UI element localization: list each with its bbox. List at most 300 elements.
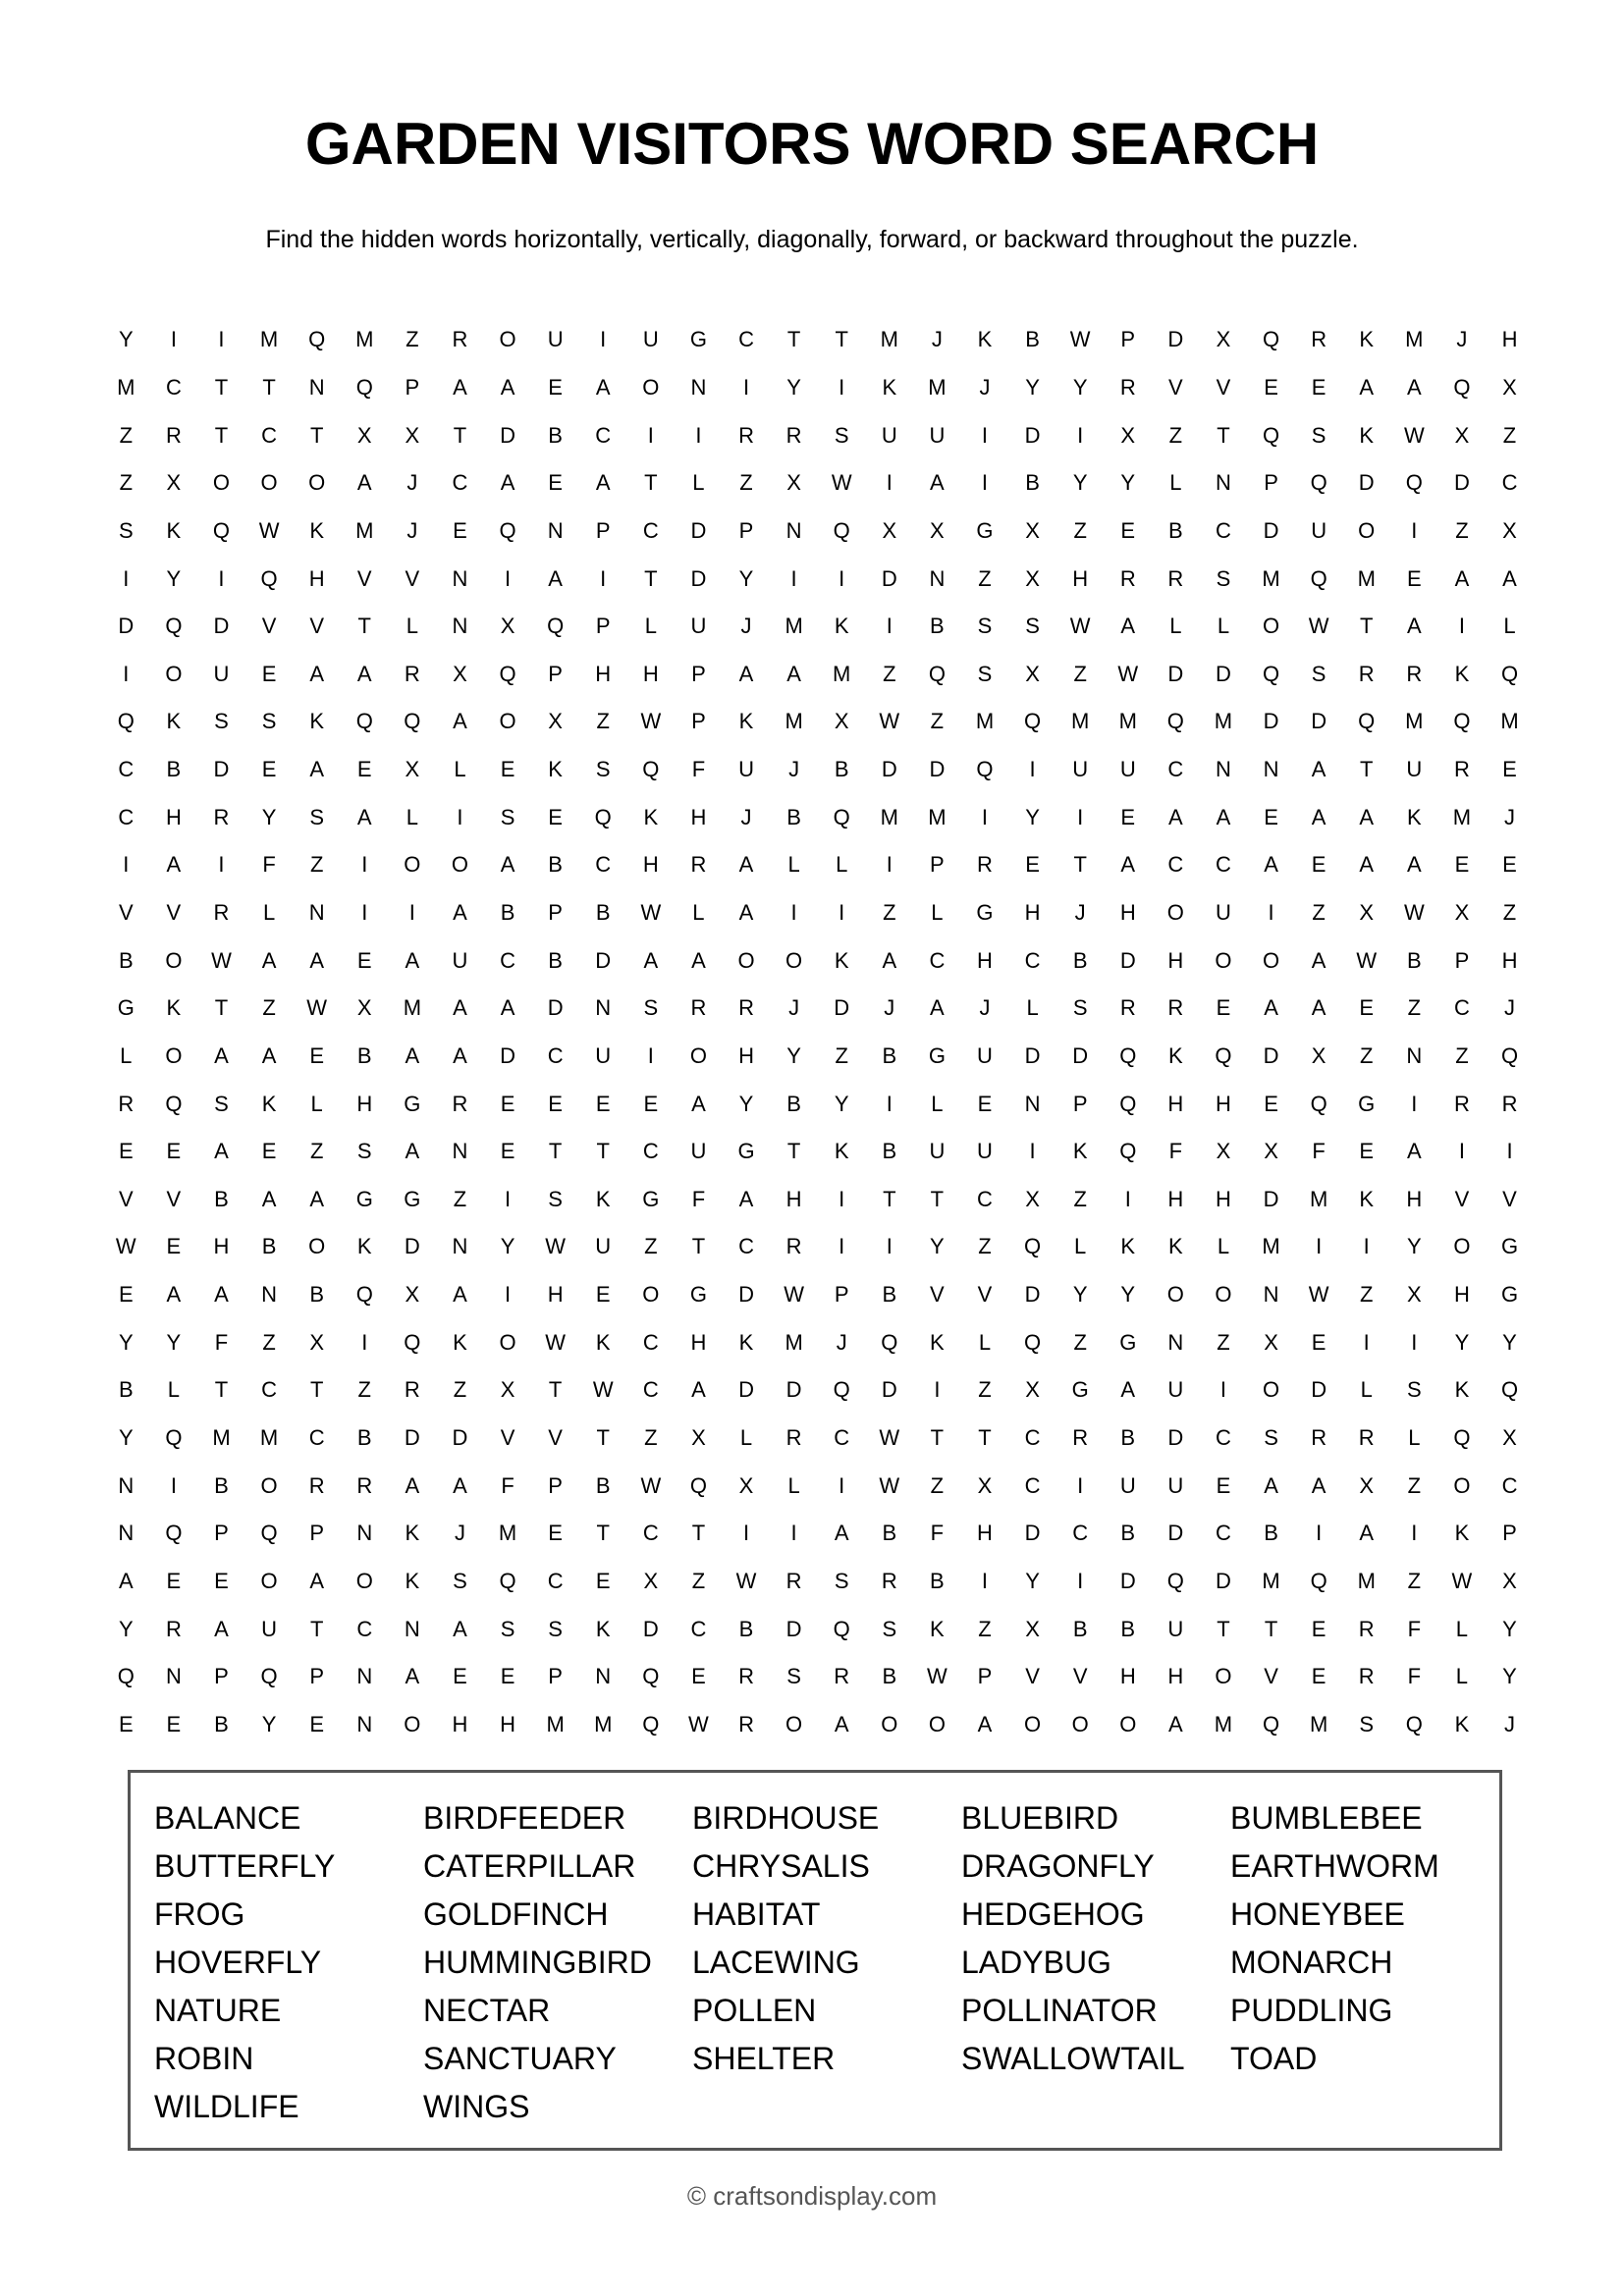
- grid-cell[interactable]: A: [691, 1091, 706, 1116]
- grid-cell[interactable]: Q: [1024, 1234, 1042, 1259]
- grid-cell[interactable]: M: [259, 1425, 279, 1451]
- grid-cell[interactable]: E: [118, 1282, 134, 1308]
- grid-cell[interactable]: D: [1216, 1568, 1231, 1593]
- grid-cell[interactable]: R: [1358, 1616, 1375, 1641]
- grid-cell[interactable]: B: [882, 1139, 897, 1164]
- grid-cell[interactable]: V: [1168, 374, 1183, 400]
- grid-cell[interactable]: Z: [930, 709, 945, 734]
- grid-cell[interactable]: C: [308, 1425, 325, 1451]
- grid-cell[interactable]: O: [642, 1282, 660, 1308]
- grid-cell[interactable]: Y: [1072, 470, 1088, 496]
- grid-cell[interactable]: X: [1120, 422, 1136, 448]
- grid-cell[interactable]: Q: [833, 1616, 850, 1641]
- grid-cell[interactable]: A: [548, 565, 563, 591]
- grid-cell[interactable]: I: [839, 1472, 845, 1498]
- grid-cell[interactable]: D: [881, 757, 897, 782]
- grid-cell[interactable]: E: [500, 757, 515, 782]
- grid-cell[interactable]: E: [548, 804, 563, 829]
- grid-cell[interactable]: X: [977, 1472, 993, 1498]
- grid-cell[interactable]: A: [595, 470, 611, 496]
- grid-cell[interactable]: O: [404, 1711, 421, 1736]
- grid-cell[interactable]: B: [882, 1664, 897, 1689]
- grid-cell[interactable]: C: [356, 1616, 373, 1641]
- grid-cell[interactable]: N: [356, 1711, 373, 1736]
- grid-cell[interactable]: M: [355, 517, 374, 543]
- grid-cell[interactable]: M: [1118, 709, 1137, 734]
- grid-cell[interactable]: N: [785, 517, 802, 543]
- grid-cell[interactable]: E: [1359, 1139, 1375, 1164]
- grid-cell[interactable]: Z: [978, 1377, 992, 1403]
- grid-cell[interactable]: G: [404, 1091, 421, 1116]
- grid-cell[interactable]: C: [929, 947, 946, 973]
- grid-cell[interactable]: Q: [928, 661, 946, 686]
- grid-cell[interactable]: T: [1360, 614, 1374, 639]
- grid-cell[interactable]: M: [498, 1521, 517, 1546]
- grid-cell[interactable]: O: [1119, 1711, 1137, 1736]
- grid-cell[interactable]: I: [981, 1568, 989, 1593]
- grid-cell[interactable]: R: [1501, 1091, 1518, 1116]
- grid-cell[interactable]: R: [452, 1091, 468, 1116]
- grid-cell[interactable]: I: [647, 1042, 654, 1068]
- grid-cell[interactable]: K: [166, 517, 182, 543]
- grid-cell[interactable]: A: [786, 661, 801, 686]
- grid-cell[interactable]: R: [785, 1568, 802, 1593]
- grid-cell[interactable]: A: [1406, 614, 1422, 639]
- grid-cell[interactable]: O: [785, 947, 803, 973]
- grid-cell[interactable]: A: [1264, 1472, 1278, 1498]
- grid-cell[interactable]: B: [548, 422, 563, 448]
- grid-cell[interactable]: D: [452, 1425, 468, 1451]
- grid-cell[interactable]: D: [1024, 422, 1041, 448]
- grid-cell[interactable]: A: [1216, 804, 1231, 829]
- grid-cell[interactable]: I: [886, 470, 893, 496]
- grid-cell[interactable]: A: [1406, 852, 1422, 878]
- grid-cell[interactable]: R: [1358, 1664, 1375, 1689]
- grid-cell[interactable]: C: [1216, 1425, 1231, 1451]
- grid-cell[interactable]: O: [737, 947, 755, 973]
- grid-cell[interactable]: T: [309, 1616, 324, 1641]
- grid-cell[interactable]: U: [261, 1616, 278, 1641]
- grid-cell[interactable]: E: [1311, 374, 1326, 400]
- grid-cell[interactable]: Q: [976, 757, 994, 782]
- grid-cell[interactable]: I: [361, 852, 368, 878]
- grid-cell[interactable]: E: [595, 1091, 611, 1116]
- grid-cell[interactable]: Q: [1166, 1568, 1184, 1593]
- grid-cell[interactable]: F: [1312, 1139, 1326, 1164]
- grid-cell[interactable]: I: [600, 327, 607, 352]
- grid-cell[interactable]: R: [1453, 1091, 1470, 1116]
- grid-cell[interactable]: I: [504, 1186, 512, 1211]
- grid-cell[interactable]: B: [1168, 517, 1183, 543]
- grid-cell[interactable]: U: [213, 661, 230, 686]
- grid-cell[interactable]: R: [738, 1711, 754, 1736]
- grid-cell[interactable]: A: [166, 1282, 182, 1308]
- grid-cell[interactable]: F: [1407, 1616, 1422, 1641]
- grid-cell[interactable]: R: [1119, 565, 1136, 591]
- grid-cell[interactable]: O: [165, 947, 183, 973]
- grid-cell[interactable]: E: [118, 1139, 134, 1164]
- grid-cell[interactable]: C: [642, 1521, 659, 1546]
- grid-cell[interactable]: U: [1311, 517, 1327, 543]
- grid-cell[interactable]: W: [831, 470, 852, 496]
- grid-cell[interactable]: V: [166, 1186, 182, 1211]
- grid-cell[interactable]: Z: [883, 900, 896, 925]
- grid-cell[interactable]: X: [1025, 661, 1040, 686]
- grid-cell[interactable]: H: [1216, 1091, 1231, 1116]
- grid-cell[interactable]: X: [834, 709, 849, 734]
- grid-cell[interactable]: T: [262, 374, 276, 400]
- grid-cell[interactable]: R: [1167, 565, 1184, 591]
- grid-cell[interactable]: E: [166, 1711, 182, 1736]
- grid-cell[interactable]: W: [927, 1664, 947, 1689]
- grid-cell[interactable]: Q: [642, 757, 660, 782]
- grid-cell[interactable]: D: [547, 995, 564, 1021]
- grid-cell[interactable]: K: [1359, 1186, 1375, 1211]
- grid-cell[interactable]: N: [308, 374, 325, 400]
- grid-cell[interactable]: B: [738, 1616, 754, 1641]
- grid-cell[interactable]: R: [356, 1472, 373, 1498]
- grid-cell[interactable]: O: [1215, 1664, 1232, 1689]
- grid-cell[interactable]: M: [1214, 1711, 1233, 1736]
- grid-cell[interactable]: X: [1025, 1377, 1040, 1403]
- grid-cell[interactable]: A: [405, 1042, 420, 1068]
- grid-cell[interactable]: W: [784, 1282, 804, 1308]
- grid-cell[interactable]: D: [1358, 470, 1375, 496]
- grid-cell[interactable]: R: [1453, 757, 1470, 782]
- grid-cell[interactable]: J: [740, 804, 752, 829]
- grid-cell[interactable]: M: [117, 374, 135, 400]
- grid-cell[interactable]: I: [1077, 422, 1084, 448]
- grid-cell[interactable]: Z: [835, 1042, 848, 1068]
- grid-cell[interactable]: Y: [1406, 1234, 1422, 1259]
- grid-cell[interactable]: C: [1216, 852, 1231, 878]
- grid-cell[interactable]: V: [261, 614, 277, 639]
- grid-cell[interactable]: A: [453, 709, 467, 734]
- grid-cell[interactable]: L: [1408, 1425, 1421, 1451]
- grid-cell[interactable]: F: [691, 1186, 706, 1211]
- grid-cell[interactable]: Q: [404, 709, 421, 734]
- grid-cell[interactable]: H: [356, 1091, 373, 1116]
- grid-cell[interactable]: D: [118, 614, 135, 639]
- grid-cell[interactable]: J: [788, 757, 800, 782]
- grid-cell[interactable]: I: [1077, 1472, 1084, 1498]
- grid-cell[interactable]: M: [975, 709, 995, 734]
- grid-cell[interactable]: N: [118, 1521, 135, 1546]
- grid-cell[interactable]: E: [977, 1091, 993, 1116]
- grid-cell[interactable]: I: [1077, 1568, 1084, 1593]
- grid-cell[interactable]: U: [738, 757, 754, 782]
- grid-cell[interactable]: Q: [260, 1664, 278, 1689]
- grid-cell[interactable]: A: [1264, 995, 1278, 1021]
- grid-cell[interactable]: Y: [786, 374, 801, 400]
- grid-cell[interactable]: O: [212, 470, 231, 496]
- grid-cell[interactable]: I: [1029, 1139, 1036, 1164]
- grid-cell[interactable]: K: [166, 709, 182, 734]
- grid-cell[interactable]: I: [1506, 1139, 1513, 1164]
- grid-cell[interactable]: D: [1024, 1521, 1041, 1546]
- grid-cell[interactable]: E: [261, 661, 277, 686]
- grid-cell[interactable]: B: [1406, 947, 1422, 973]
- grid-cell[interactable]: R: [1406, 661, 1423, 686]
- grid-cell[interactable]: T: [786, 327, 801, 352]
- grid-cell[interactable]: J: [740, 614, 752, 639]
- grid-cell[interactable]: Z: [596, 709, 610, 734]
- grid-cell[interactable]: W: [879, 1425, 900, 1451]
- grid-cell[interactable]: E: [118, 1711, 134, 1736]
- grid-cell[interactable]: H: [452, 1711, 468, 1736]
- grid-cell[interactable]: Q: [404, 1329, 421, 1355]
- grid-cell[interactable]: M: [1262, 565, 1280, 591]
- grid-cell[interactable]: S: [595, 757, 611, 782]
- grid-cell[interactable]: O: [499, 709, 516, 734]
- grid-cell[interactable]: A: [1264, 852, 1278, 878]
- grid-cell[interactable]: B: [882, 1042, 897, 1068]
- grid-cell[interactable]: Q: [260, 1521, 278, 1546]
- grid-cell[interactable]: W: [211, 947, 232, 973]
- grid-cell[interactable]: Z: [1073, 1186, 1087, 1211]
- grid-cell[interactable]: Z: [644, 1425, 658, 1451]
- grid-cell[interactable]: U: [1167, 1472, 1184, 1498]
- grid-cell[interactable]: A: [1311, 804, 1326, 829]
- grid-cell[interactable]: Z: [644, 1234, 658, 1259]
- grid-cell[interactable]: E: [1359, 995, 1375, 1021]
- grid-cell[interactable]: A: [500, 852, 515, 878]
- grid-cell[interactable]: S: [977, 661, 993, 686]
- grid-cell[interactable]: A: [930, 470, 945, 496]
- grid-cell[interactable]: X: [691, 1425, 706, 1451]
- grid-cell[interactable]: Q: [1119, 1139, 1137, 1164]
- grid-cell[interactable]: V: [930, 1282, 945, 1308]
- grid-cell[interactable]: H: [1119, 900, 1136, 925]
- grid-cell[interactable]: P: [595, 614, 611, 639]
- grid-cell[interactable]: I: [839, 565, 845, 591]
- grid-cell[interactable]: D: [1311, 709, 1327, 734]
- grid-cell[interactable]: X: [1264, 1139, 1278, 1164]
- grid-cell[interactable]: I: [839, 900, 845, 925]
- grid-cell[interactable]: G: [117, 995, 135, 1021]
- grid-cell[interactable]: A: [930, 995, 945, 1021]
- grid-cell[interactable]: U: [881, 422, 897, 448]
- grid-cell[interactable]: Y: [118, 327, 134, 352]
- grid-cell[interactable]: U: [595, 1042, 612, 1068]
- grid-cell[interactable]: N: [165, 1664, 182, 1689]
- grid-cell[interactable]: S: [643, 995, 659, 1021]
- grid-cell[interactable]: C: [977, 1186, 993, 1211]
- grid-cell[interactable]: T: [214, 422, 229, 448]
- grid-cell[interactable]: M: [1214, 709, 1233, 734]
- grid-cell[interactable]: I: [1411, 517, 1418, 543]
- grid-cell[interactable]: E: [166, 1568, 182, 1593]
- grid-cell[interactable]: A: [882, 947, 897, 973]
- grid-cell[interactable]: X: [356, 422, 372, 448]
- grid-cell[interactable]: C: [261, 1377, 278, 1403]
- grid-cell[interactable]: W: [1403, 422, 1425, 448]
- grid-cell[interactable]: I: [408, 900, 415, 925]
- grid-cell[interactable]: N: [261, 1282, 278, 1308]
- grid-cell[interactable]: P: [1502, 1521, 1517, 1546]
- grid-cell[interactable]: T: [309, 422, 324, 448]
- grid-cell[interactable]: V: [1264, 1664, 1278, 1689]
- grid-cell[interactable]: Y: [1120, 470, 1136, 496]
- grid-cell[interactable]: T: [309, 1377, 324, 1403]
- grid-cell[interactable]: O: [1215, 947, 1232, 973]
- grid-cell[interactable]: D: [213, 757, 230, 782]
- grid-cell[interactable]: R: [785, 1425, 802, 1451]
- grid-cell[interactable]: S: [500, 804, 515, 829]
- grid-cell[interactable]: A: [214, 1042, 229, 1068]
- grid-cell[interactable]: K: [1120, 1234, 1136, 1259]
- grid-cell[interactable]: K: [309, 517, 325, 543]
- grid-cell[interactable]: X: [1454, 900, 1470, 925]
- grid-cell[interactable]: Y: [118, 1329, 134, 1355]
- grid-cell[interactable]: R: [404, 661, 420, 686]
- grid-cell[interactable]: Q: [308, 327, 326, 352]
- grid-cell[interactable]: M: [1405, 709, 1424, 734]
- grid-cell[interactable]: I: [742, 374, 750, 400]
- grid-cell[interactable]: J: [454, 1521, 465, 1546]
- grid-cell[interactable]: O: [1166, 900, 1184, 925]
- grid-cell[interactable]: W: [306, 995, 328, 1021]
- grid-cell[interactable]: P: [595, 517, 611, 543]
- grid-cell[interactable]: X: [453, 661, 467, 686]
- grid-cell[interactable]: F: [501, 1472, 514, 1498]
- grid-cell[interactable]: I: [457, 804, 463, 829]
- grid-cell[interactable]: M: [355, 327, 374, 352]
- grid-cell[interactable]: I: [1268, 900, 1274, 925]
- grid-cell[interactable]: S: [1311, 422, 1326, 448]
- grid-cell[interactable]: O: [260, 470, 278, 496]
- grid-cell[interactable]: K: [1454, 1711, 1470, 1736]
- grid-cell[interactable]: Z: [739, 470, 753, 496]
- grid-cell[interactable]: A: [453, 1616, 467, 1641]
- grid-cell[interactable]: A: [1120, 1377, 1136, 1403]
- grid-cell[interactable]: I: [839, 374, 845, 400]
- grid-cell[interactable]: A: [500, 995, 515, 1021]
- grid-cell[interactable]: V: [118, 900, 134, 925]
- grid-cell[interactable]: O: [1262, 614, 1280, 639]
- grid-cell[interactable]: W: [1451, 1568, 1473, 1593]
- grid-cell[interactable]: V: [309, 614, 325, 639]
- grid-cell[interactable]: M: [880, 327, 898, 352]
- grid-cell[interactable]: C: [738, 1234, 754, 1259]
- grid-cell[interactable]: A: [309, 757, 325, 782]
- grid-cell[interactable]: I: [1029, 757, 1036, 782]
- grid-cell[interactable]: R: [1119, 374, 1136, 400]
- grid-cell[interactable]: Q: [165, 614, 183, 639]
- grid-cell[interactable]: L: [978, 1329, 992, 1355]
- grid-cell[interactable]: R: [1119, 995, 1136, 1021]
- grid-cell[interactable]: R: [785, 1234, 802, 1259]
- grid-cell[interactable]: I: [218, 565, 225, 591]
- grid-cell[interactable]: Z: [691, 1568, 706, 1593]
- grid-cell[interactable]: B: [595, 1472, 611, 1498]
- grid-cell[interactable]: N: [1216, 757, 1231, 782]
- grid-cell[interactable]: T: [596, 1521, 610, 1546]
- grid-cell[interactable]: U: [690, 1139, 707, 1164]
- grid-cell[interactable]: L: [310, 1091, 323, 1116]
- grid-cell[interactable]: E: [1311, 1616, 1326, 1641]
- grid-cell[interactable]: A: [214, 1616, 229, 1641]
- grid-cell[interactable]: K: [1359, 422, 1375, 448]
- grid-cell[interactable]: B: [548, 947, 563, 973]
- grid-cell[interactable]: Y: [1454, 1329, 1470, 1355]
- grid-cell[interactable]: A: [738, 661, 754, 686]
- grid-cell[interactable]: I: [742, 1521, 750, 1546]
- grid-cell[interactable]: R: [1358, 661, 1375, 686]
- grid-cell[interactable]: E: [453, 517, 467, 543]
- grid-cell[interactable]: P: [691, 661, 706, 686]
- grid-cell[interactable]: Z: [119, 422, 134, 448]
- grid-cell[interactable]: Z: [1502, 422, 1517, 448]
- grid-cell[interactable]: X: [309, 1329, 325, 1355]
- grid-cell[interactable]: X: [882, 517, 897, 543]
- grid-cell[interactable]: T: [930, 1186, 945, 1211]
- grid-cell[interactable]: L: [1455, 1616, 1469, 1641]
- grid-cell[interactable]: Z: [930, 1472, 945, 1498]
- grid-cell[interactable]: R: [1311, 1425, 1327, 1451]
- grid-cell[interactable]: B: [1072, 1616, 1088, 1641]
- grid-cell[interactable]: D: [785, 1377, 802, 1403]
- grid-cell[interactable]: H: [1167, 1091, 1184, 1116]
- grid-cell[interactable]: D: [690, 565, 707, 591]
- grid-cell[interactable]: E: [1264, 1091, 1278, 1116]
- grid-cell[interactable]: M: [1500, 709, 1519, 734]
- grid-cell[interactable]: E: [356, 757, 372, 782]
- grid-cell[interactable]: V: [548, 1425, 563, 1451]
- grid-cell[interactable]: K: [548, 757, 563, 782]
- grid-cell[interactable]: S: [453, 1568, 467, 1593]
- grid-cell[interactable]: M: [212, 1425, 231, 1451]
- grid-cell[interactable]: T: [1264, 1616, 1278, 1641]
- grid-cell[interactable]: D: [834, 995, 850, 1021]
- grid-cell[interactable]: C: [1024, 1425, 1041, 1451]
- grid-cell[interactable]: R: [1072, 1425, 1089, 1451]
- grid-cell[interactable]: Q: [1024, 1329, 1042, 1355]
- grid-cell[interactable]: U: [452, 947, 468, 973]
- grid-cell[interactable]: O: [355, 1568, 373, 1593]
- grid-cell[interactable]: B: [214, 1711, 229, 1736]
- grid-cell[interactable]: R: [977, 852, 993, 878]
- grid-cell[interactable]: N: [929, 565, 946, 591]
- grid-cell[interactable]: D: [1119, 1568, 1136, 1593]
- grid-cell[interactable]: C: [1072, 1521, 1089, 1546]
- grid-cell[interactable]: I: [1316, 1234, 1323, 1259]
- grid-cell[interactable]: Q: [642, 1664, 660, 1689]
- grid-cell[interactable]: G: [355, 1186, 373, 1211]
- grid-cell[interactable]: K: [1406, 804, 1422, 829]
- grid-cell[interactable]: D: [1216, 661, 1231, 686]
- grid-cell[interactable]: A: [1406, 1139, 1422, 1164]
- grid-cell[interactable]: A: [1359, 1521, 1375, 1546]
- grid-cell[interactable]: W: [258, 517, 280, 543]
- grid-cell[interactable]: O: [308, 470, 326, 496]
- grid-cell[interactable]: Z: [406, 327, 419, 352]
- grid-cell[interactable]: A: [1406, 374, 1422, 400]
- grid-cell[interactable]: D: [1119, 947, 1136, 973]
- grid-cell[interactable]: A: [1311, 757, 1326, 782]
- grid-cell[interactable]: Z: [1407, 995, 1422, 1021]
- grid-cell[interactable]: U: [1216, 900, 1231, 925]
- grid-cell[interactable]: H: [547, 1282, 564, 1308]
- grid-cell[interactable]: A: [738, 900, 754, 925]
- grid-cell[interactable]: O: [928, 1711, 946, 1736]
- grid-cell[interactable]: I: [504, 1282, 512, 1308]
- grid-cell[interactable]: B: [786, 1091, 801, 1116]
- grid-cell[interactable]: Q: [212, 517, 231, 543]
- grid-cell[interactable]: A: [453, 1282, 467, 1308]
- grid-cell[interactable]: Q: [1405, 1711, 1423, 1736]
- grid-cell[interactable]: B: [930, 1568, 945, 1593]
